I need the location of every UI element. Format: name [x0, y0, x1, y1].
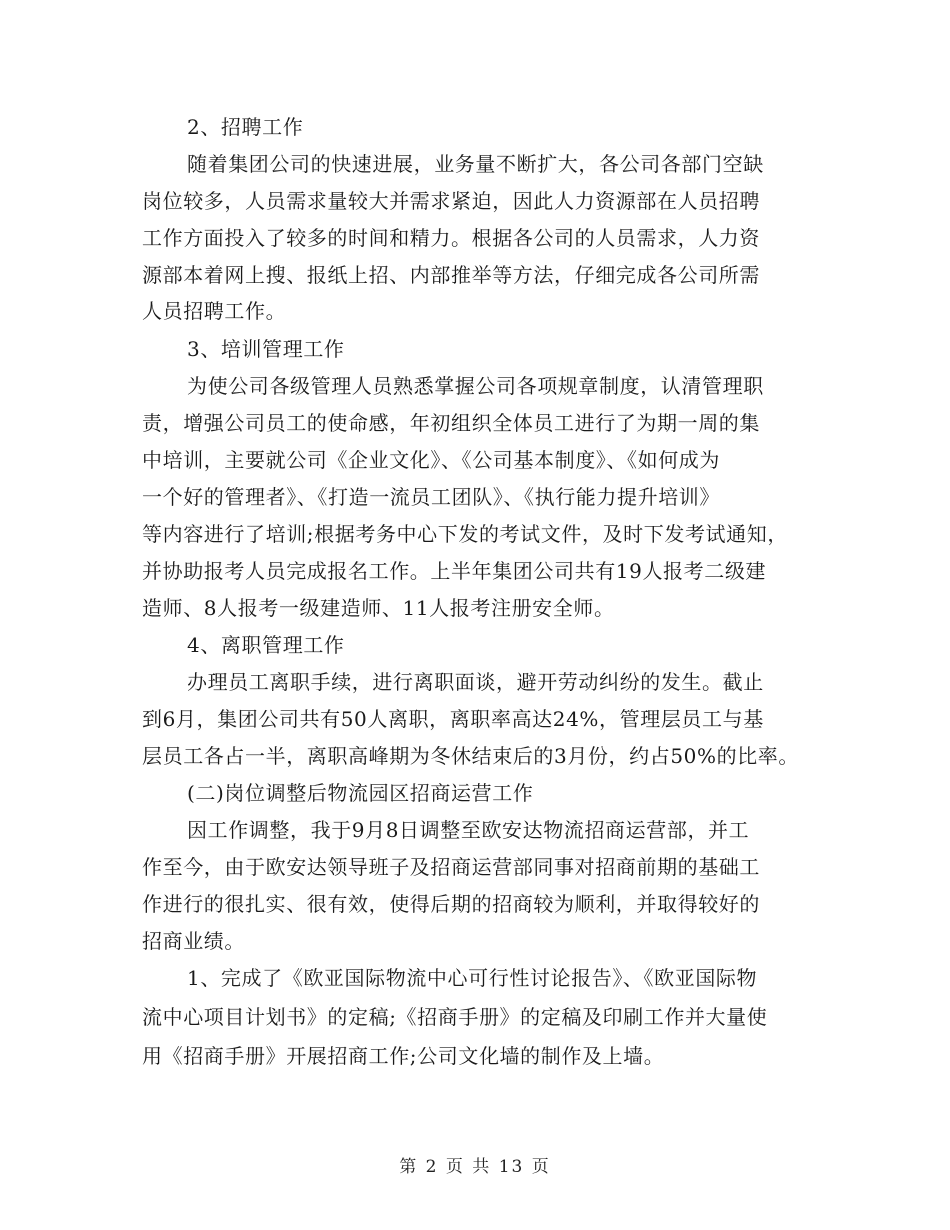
heading-training: 3、培训管理工作	[187, 337, 345, 361]
paragraph-line: 1、完成了《欧亚国际物流中心可行性讨论报告》、《欧亚国际物	[187, 966, 758, 990]
paragraph-line: 等内容进行了培训;根据考务中心下发的考试文件，及时下发考试通知，	[142, 522, 788, 546]
paragraph-line: 流中心项目计划书》的定稿;《招商手册》的定稿及印刷工作并大量使	[142, 1005, 768, 1029]
paragraph-line: 用《招商手册》开展招商工作;公司文化墙的制作及上墙。	[142, 1044, 665, 1068]
paragraph-line: 作进行的很扎实、很有效，使得后期的招商较为顺利，并取得较好的	[142, 892, 760, 916]
paragraph-line: 责，增强公司员工的使命感，年初组织全体员工进行了为期一周的集	[142, 411, 760, 435]
heading-section-two: (二)岗位调整后物流园区招商运营工作	[187, 781, 534, 805]
paragraph-line: 层员工各占一半，离职高峰期为冬休结束后的3月份，约占50%的比率。	[142, 744, 799, 768]
paragraph-line: 源部本着网上搜、报纸上招、内部推举等方法，仔细完成各公司所需	[142, 263, 760, 287]
heading-recruitment: 2、招聘工作	[187, 115, 304, 139]
paragraph-line: 办理员工离职手续，进行离职面谈，避开劳动纠纷的发生。截止	[187, 670, 764, 694]
paragraph-line: 造师、8人报考一级建造师、11人报考注册安全师。	[142, 596, 615, 620]
paragraph-line: 因工作调整，我于9月8日调整至欧安达物流招商运营部，并工	[187, 818, 750, 842]
paragraph-line: 随着集团公司的快速进展，业务量不断扩大，各公司各部门空缺	[187, 152, 764, 176]
paragraph-line: 人员招聘工作。	[142, 299, 287, 323]
paragraph-line: 中培训，主要就公司《企业文化》、《公司基本制度》、《如何成为	[142, 448, 720, 472]
paragraph-line: 为使公司各级管理人员熟悉掌握公司各项规章制度，认清管理职	[187, 374, 764, 398]
paragraph-line: 一个好的管理者》、《打造一流员工团队》、《执行能力提升培训》	[142, 485, 720, 509]
paragraph-line: 并协助报考人员完成报名工作。上半年集团公司共有19人报考二级建	[142, 559, 767, 583]
heading-resignation: 4、离职管理工作	[187, 633, 345, 657]
paragraph-line: 招商业绩。	[142, 929, 245, 953]
page-number-footer: 第 2 页 共 13 页	[399, 1157, 551, 1177]
paragraph-line: 岗位较多，人员需求量较大并需求紧迫，因此人力资源部在人员招聘	[142, 189, 760, 213]
paragraph-line: 作至今，由于欧安达领导班子及招商运营部同事对招商前期的基础工	[142, 855, 760, 879]
paragraph-line: 工作方面投入了较多的时间和精力。根据各公司的人员需求，人力资	[142, 226, 760, 250]
paragraph-line: 到6月，集团公司共有50人离职，离职率高达24%，管理层员工与基	[142, 707, 764, 731]
